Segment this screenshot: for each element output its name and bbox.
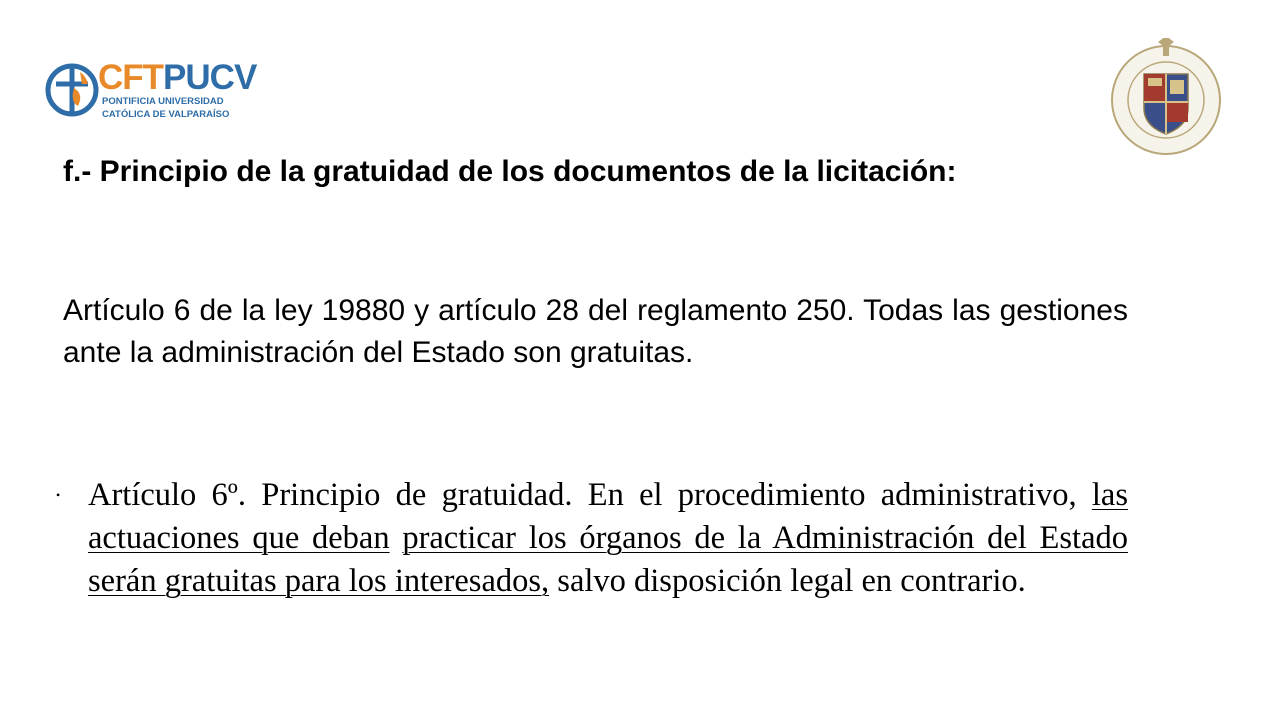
quote-underlined-1: las actuaciones que deban [88,477,1128,556]
quote-underlined-2: practicar los órganos de la Administración del Estado serán gratuitas para los interesados, [88,520,1129,599]
bullet-marker: • [56,488,61,502]
quote-outro: salvo disposición legal en contrario. [549,563,1026,599]
logo-line-1: PONTIFICIA UNIVERSIDAD [102,96,224,107]
quote-intro: Artículo 6º. Principio de gratuidad. En el procedimiento administrativo, [88,477,1092,513]
section-heading: f.- Principio de la gratuidad de los documentos de la licitación: [63,155,957,188]
cftpucv-emblem-icon [44,62,100,118]
logo-name: CFTPUCV [98,58,257,97]
logo-line-2: CATÓLICA DE VALPARAÍSO [102,109,230,120]
university-seal-icon [1108,38,1224,156]
article-quote [88,474,1128,603]
summary-paragraph: Artículo 6 de la ley 19880 y artículo 28 del reglamento 250. Todas las gestiones ante la administración del Estado son gratuitas. [63,294,1128,369]
cftpucv-logo [44,58,257,126]
